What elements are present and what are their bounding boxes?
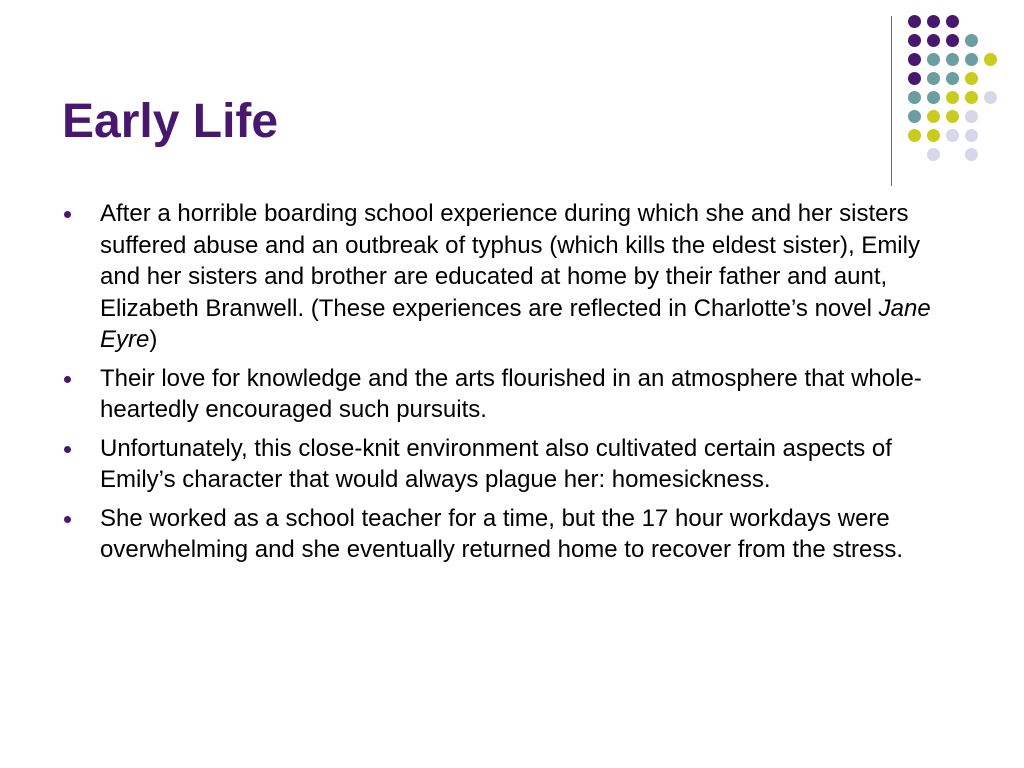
decorative-dot [965, 34, 978, 47]
bullet-dot-icon [64, 211, 71, 218]
decorative-dot [927, 129, 940, 142]
decorative-dot-empty [984, 15, 997, 28]
decorative-dot-empty [984, 148, 997, 161]
decorative-dot [965, 72, 978, 85]
decorative-dot [946, 110, 959, 123]
decorative-dot [965, 148, 978, 161]
decorative-dot [946, 91, 959, 104]
decorative-dot-empty [984, 110, 997, 123]
decorative-dot-empty [908, 148, 921, 161]
decorative-dot [946, 129, 959, 142]
bullet-text-segment: Unfortunately, this close-knit environment also cultivated certain aspects of Emily’s character that would always plague her: homesickness. [100, 434, 892, 493]
decorative-dot [927, 53, 940, 66]
slide-title: Early Life [62, 95, 279, 148]
decorative-dot [946, 34, 959, 47]
decorative-dot [927, 91, 940, 104]
decorative-dot [984, 53, 997, 66]
decorative-dot [927, 110, 940, 123]
bullet-item [64, 503, 964, 566]
bullet-text [100, 365, 922, 424]
bullet-text-segment: Their love for knowledge and the arts flourished in an atmosphere that whole-heartedly encouraged such pursuits. [100, 364, 922, 423]
decorative-dot-empty [984, 72, 997, 85]
decorative-dot [927, 34, 940, 47]
decorative-dot [946, 15, 959, 28]
decorative-dot [927, 15, 940, 28]
bullet-text-segment: ) [149, 326, 158, 353]
bullet-text-segment: After a horrible boarding school experience during which she and her sisters suffered abuse and an outbreak of typhus (which kills the eldest sister), Emily and her sisters and brother are educated at home by their father and aunt, Elizabeth Branwell. (These experiences are reflected in Charlotte’s novel [100, 200, 920, 322]
bullet-text-segment: She worked as a school teacher for a time, but the 17 hour workdays were overwhelming and she eventually returned home to recover from the stress. [100, 504, 904, 563]
decorative-dot [965, 91, 978, 104]
decorative-dot [965, 110, 978, 123]
decorative-dot [984, 91, 997, 104]
decorative-dot-grid [908, 15, 1008, 165]
decorative-dot [908, 34, 921, 47]
decorative-dot [908, 53, 921, 66]
bullet-item [64, 198, 964, 356]
bullet-dot-icon [64, 446, 71, 453]
bullet-list [64, 198, 964, 573]
decorative-dot [927, 72, 940, 85]
decorative-dot-empty [984, 34, 997, 47]
bullet-text-italic: Jane Eyre [100, 294, 931, 353]
decorative-dot-empty [984, 129, 997, 142]
decorative-dot [965, 129, 978, 142]
bullet-text [100, 505, 903, 564]
bullet-dot-icon [64, 516, 71, 523]
decorative-dot [908, 129, 921, 142]
vertical-divider [891, 16, 892, 186]
bullet-text [100, 435, 892, 494]
decorative-dot [908, 72, 921, 85]
decorative-dot [908, 15, 921, 28]
decorative-dot [965, 53, 978, 66]
decorative-dot-empty [965, 15, 978, 28]
bullet-dot-icon [64, 376, 71, 383]
bullet-text [100, 200, 931, 353]
decorative-dot [908, 91, 921, 104]
decorative-dot-empty [946, 148, 959, 161]
bullet-item [64, 433, 964, 496]
bullet-item [64, 363, 964, 426]
decorative-dot [946, 53, 959, 66]
decorative-dot [908, 110, 921, 123]
decorative-dot [946, 72, 959, 85]
decorative-dot [927, 148, 940, 161]
